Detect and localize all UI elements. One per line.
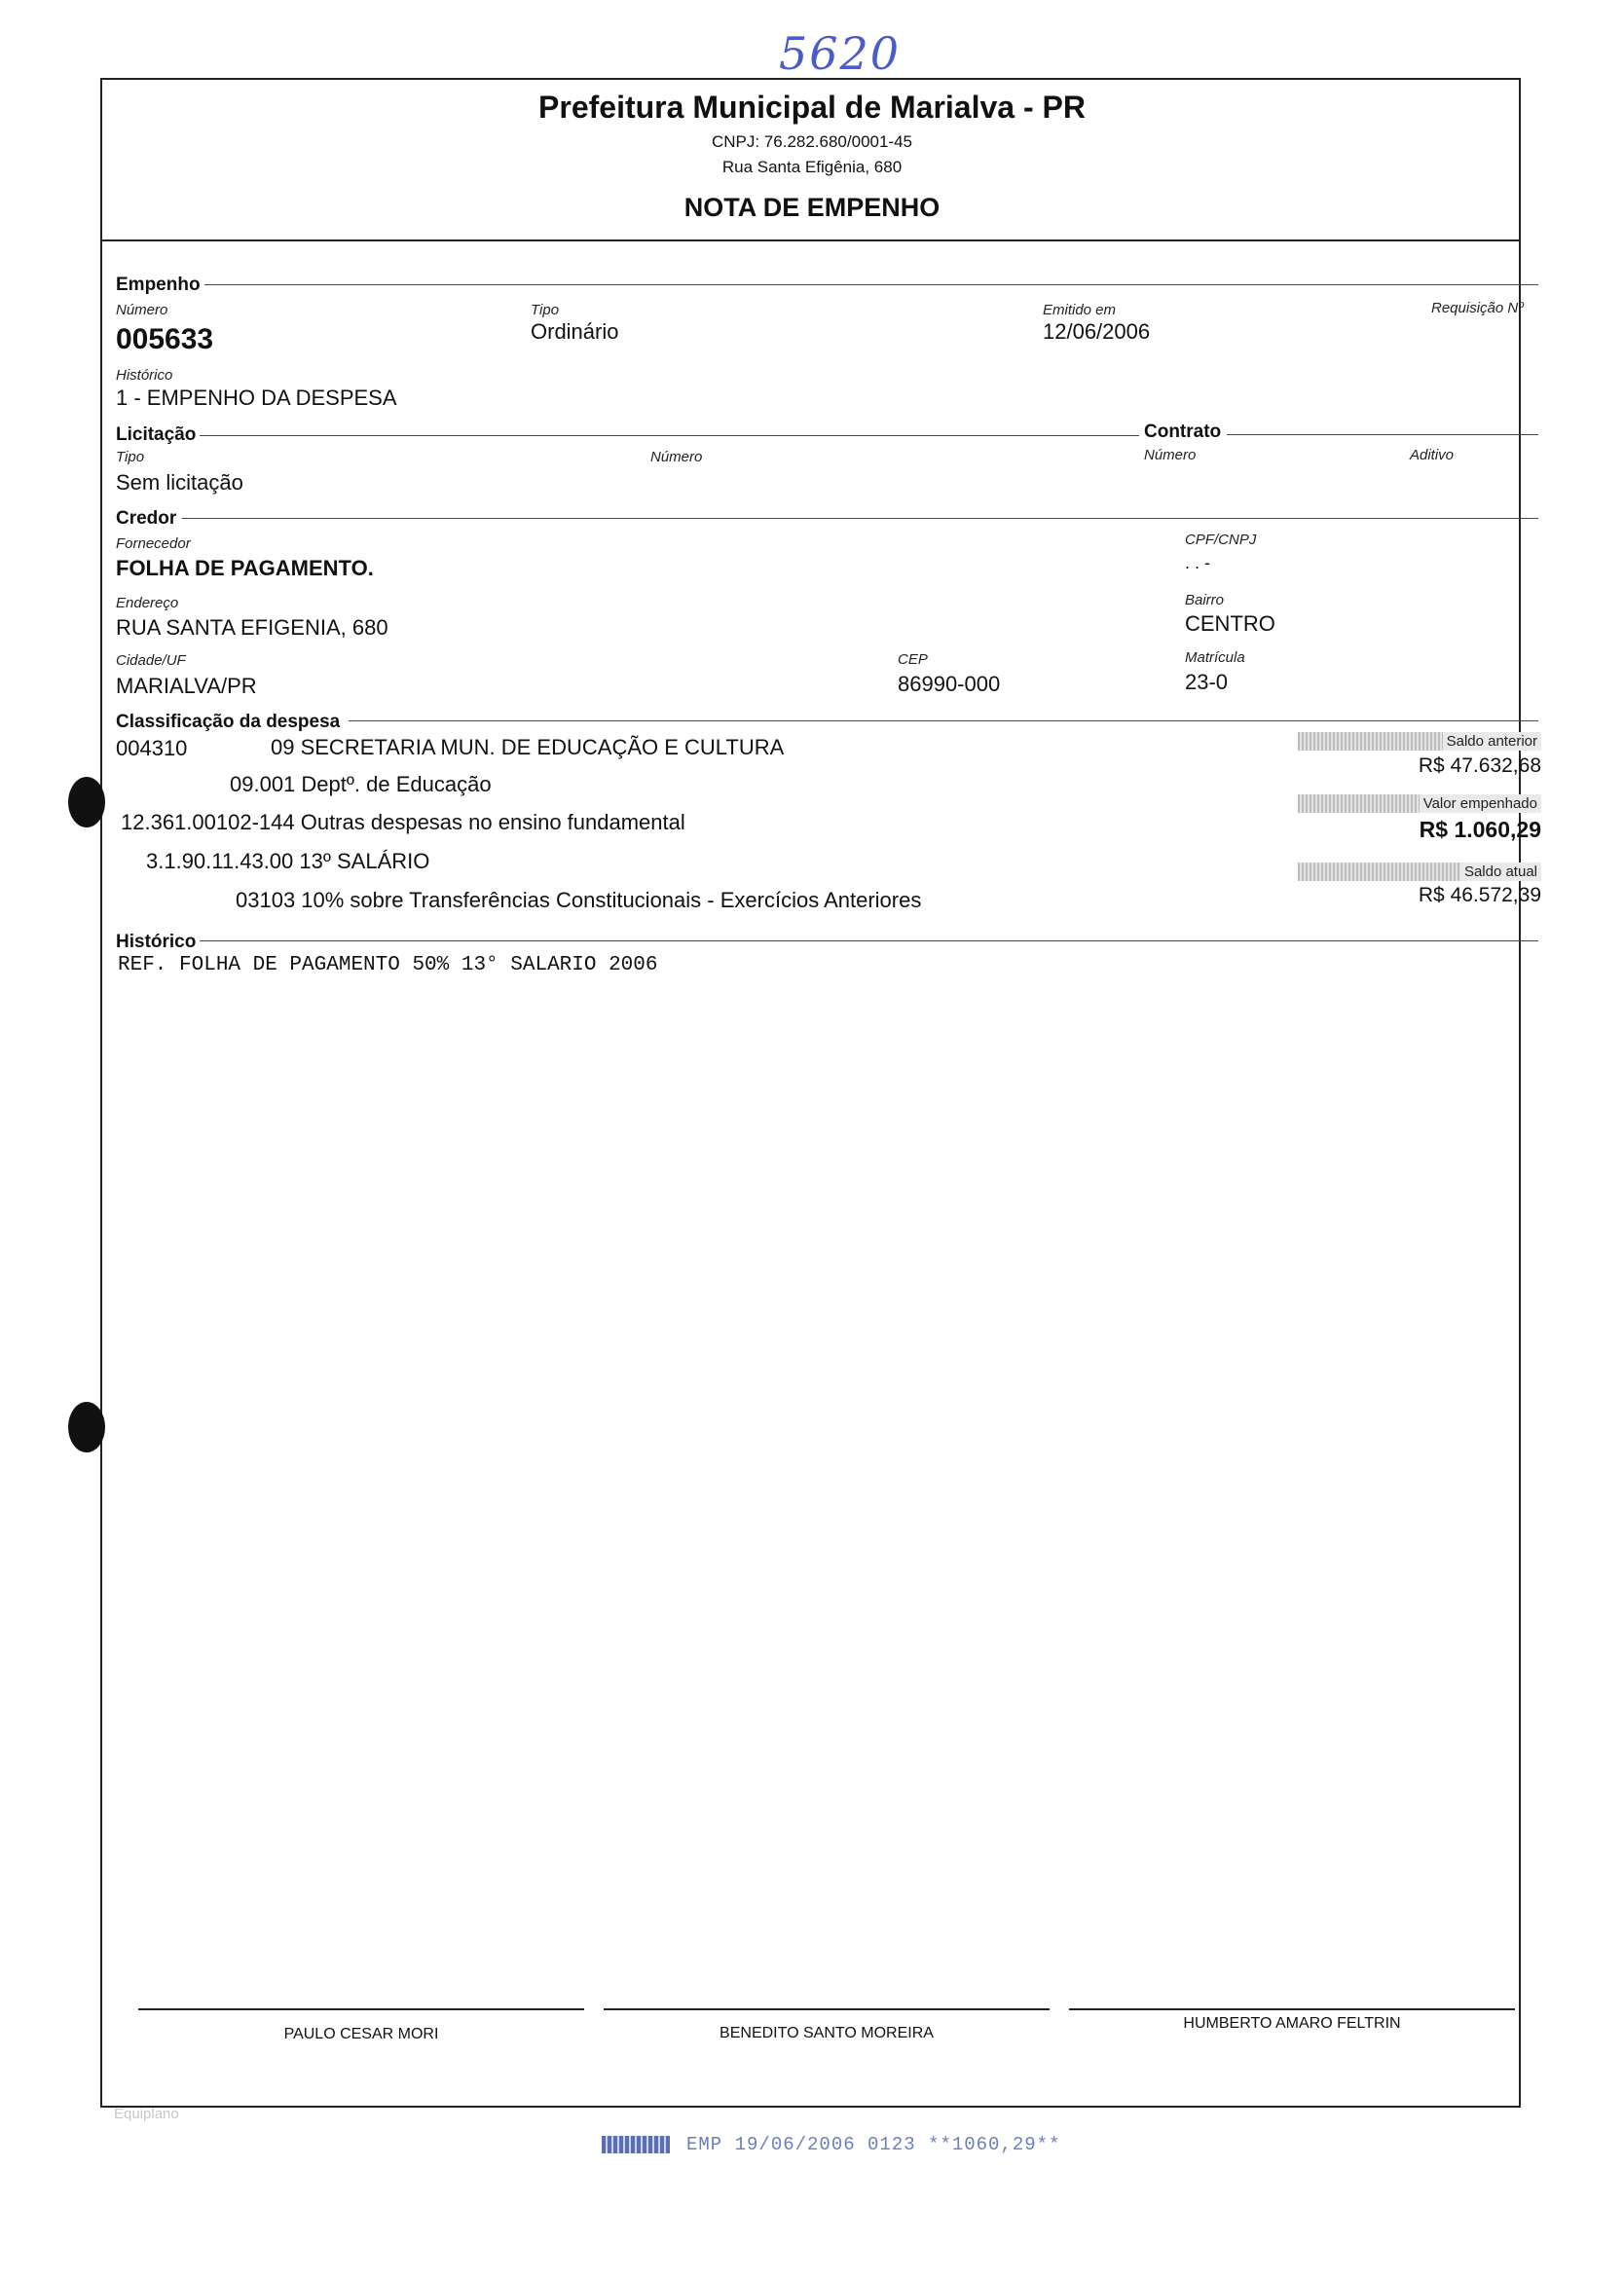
bairro-value: CENTRO: [1185, 611, 1275, 636]
matricula-value: 23-0: [1185, 670, 1229, 694]
document-frame: [100, 78, 1521, 2108]
classificacao-line: 3.1.90.11.43.00 13º SALÁRIO: [146, 849, 430, 873]
signature-name: BENEDITO SANTO MOREIRA: [720, 2025, 934, 2041]
contrato-aditivo-label: Aditivo: [1410, 447, 1455, 463]
signature-line: [604, 2008, 1050, 2010]
signature-name: PAULO CESAR MORI: [283, 2026, 439, 2042]
document-title: NOTA DE EMPENHO: [683, 193, 941, 222]
saldo-atual-label: Saldo atual: [1460, 863, 1541, 881]
historico-label: Histórico: [116, 367, 173, 384]
tipo-label: Tipo: [531, 302, 560, 318]
cidade-value: MARIALVA/PR: [116, 674, 257, 698]
contrato-numero-label: Número: [1144, 447, 1197, 463]
section-empenho: Empenho: [116, 275, 201, 295]
saldo-atual-value: R$ 46.572,39: [1418, 884, 1541, 906]
section-rule: [349, 720, 1538, 721]
historico-value: 1 - EMPENHO DA DESPESA: [116, 386, 397, 410]
saldo-anterior-value: R$ 47.632,68: [1418, 754, 1541, 777]
section-rule: [182, 518, 1538, 519]
cidade-label: Cidade/UF: [116, 652, 186, 669]
saldo-atual-bar: [1298, 863, 1541, 881]
tipo-value: Ordinário: [531, 319, 619, 344]
section-credor: Credor: [116, 508, 177, 529]
header-divider: [100, 239, 1521, 241]
emitido-label: Emitido em: [1043, 302, 1117, 318]
requisicao-label: Requisição Nº: [1431, 300, 1524, 316]
section-rule: [204, 284, 1538, 285]
numero-label: Número: [116, 302, 168, 318]
classificacao-line: 09 SECRETARIA MUN. DE EDUCAÇÃO E CULTURA: [271, 735, 785, 759]
classificacao-line: 03103 10% sobre Transferências Constitucionais - Exercícios Anteriores: [236, 888, 922, 912]
stamp-logo-icon: [602, 2136, 670, 2153]
signature-name: HUMBERTO AMARO FELTRIN: [1183, 2015, 1401, 2032]
cep-label: CEP: [898, 651, 928, 668]
section-rule: [1227, 434, 1538, 435]
saldo-anterior-bar: [1298, 732, 1541, 751]
licitacao-tipo-label: Tipo: [116, 449, 145, 465]
classificacao-line: 12.361.00102-144 Outras despesas no ensino fundamental: [121, 810, 685, 834]
punch-hole-icon: [68, 1402, 105, 1452]
section-historico: Histórico: [116, 932, 197, 952]
licitacao-tipo-value: Sem licitação: [116, 470, 243, 495]
cpf-value: . . -: [1185, 553, 1210, 572]
section-contrato: Contrato: [1144, 422, 1222, 442]
matricula-label: Matrícula: [1185, 649, 1245, 666]
cep-value: 86990-000: [898, 672, 1001, 696]
signature-line: [138, 2008, 584, 2010]
bairro-label: Bairro: [1185, 592, 1225, 608]
handwritten-stamp-number: 5620: [779, 27, 902, 80]
signature-line: [1069, 2008, 1515, 2010]
valor-empenhado-bar: [1298, 794, 1541, 813]
licitacao-numero-label: Número: [650, 449, 703, 465]
section-rule: [200, 435, 1139, 436]
classificacao-line: 09.001 Deptº. de Educação: [230, 772, 492, 796]
endereco-label: Endereço: [116, 595, 179, 611]
bottom-stamp: EMP 19/06/2006 0123 **1060,29**: [686, 2134, 1061, 2155]
historico-text: REF. FOLHA DE PAGAMENTO 50% 13° SALARIO 2006: [118, 954, 658, 976]
punch-hole-icon: [68, 777, 105, 827]
cpf-label: CPF/CNPJ: [1185, 532, 1257, 548]
classificacao-code: 004310: [116, 736, 188, 760]
saldo-anterior-label: Saldo anterior: [1443, 732, 1541, 751]
section-rule: [200, 940, 1538, 941]
section-licitacao: Licitação: [116, 424, 197, 445]
valor-empenhado-label: Valor empenhado: [1420, 794, 1541, 813]
fornecedor-value: FOLHA DE PAGAMENTO.: [116, 556, 374, 580]
fornecedor-label: Fornecedor: [116, 535, 191, 552]
emitido-value: 12/06/2006: [1043, 319, 1151, 344]
org-cnpj: CNPJ: 76.282.680/0001-45: [711, 132, 913, 151]
section-classificacao: Classificação da despesa: [116, 712, 341, 732]
empenho-number: 005633: [116, 323, 214, 355]
valor-empenhado-value: R$ 1.060,29: [1419, 817, 1541, 842]
org-address: Rua Santa Efigênia, 680: [721, 158, 903, 176]
endereco-value: RUA SANTA EFIGENIA, 680: [116, 615, 388, 640]
footer-brand: Equiplano: [114, 2106, 179, 2122]
org-title: Prefeitura Municipal de Marialva - PR: [538, 90, 1086, 125]
